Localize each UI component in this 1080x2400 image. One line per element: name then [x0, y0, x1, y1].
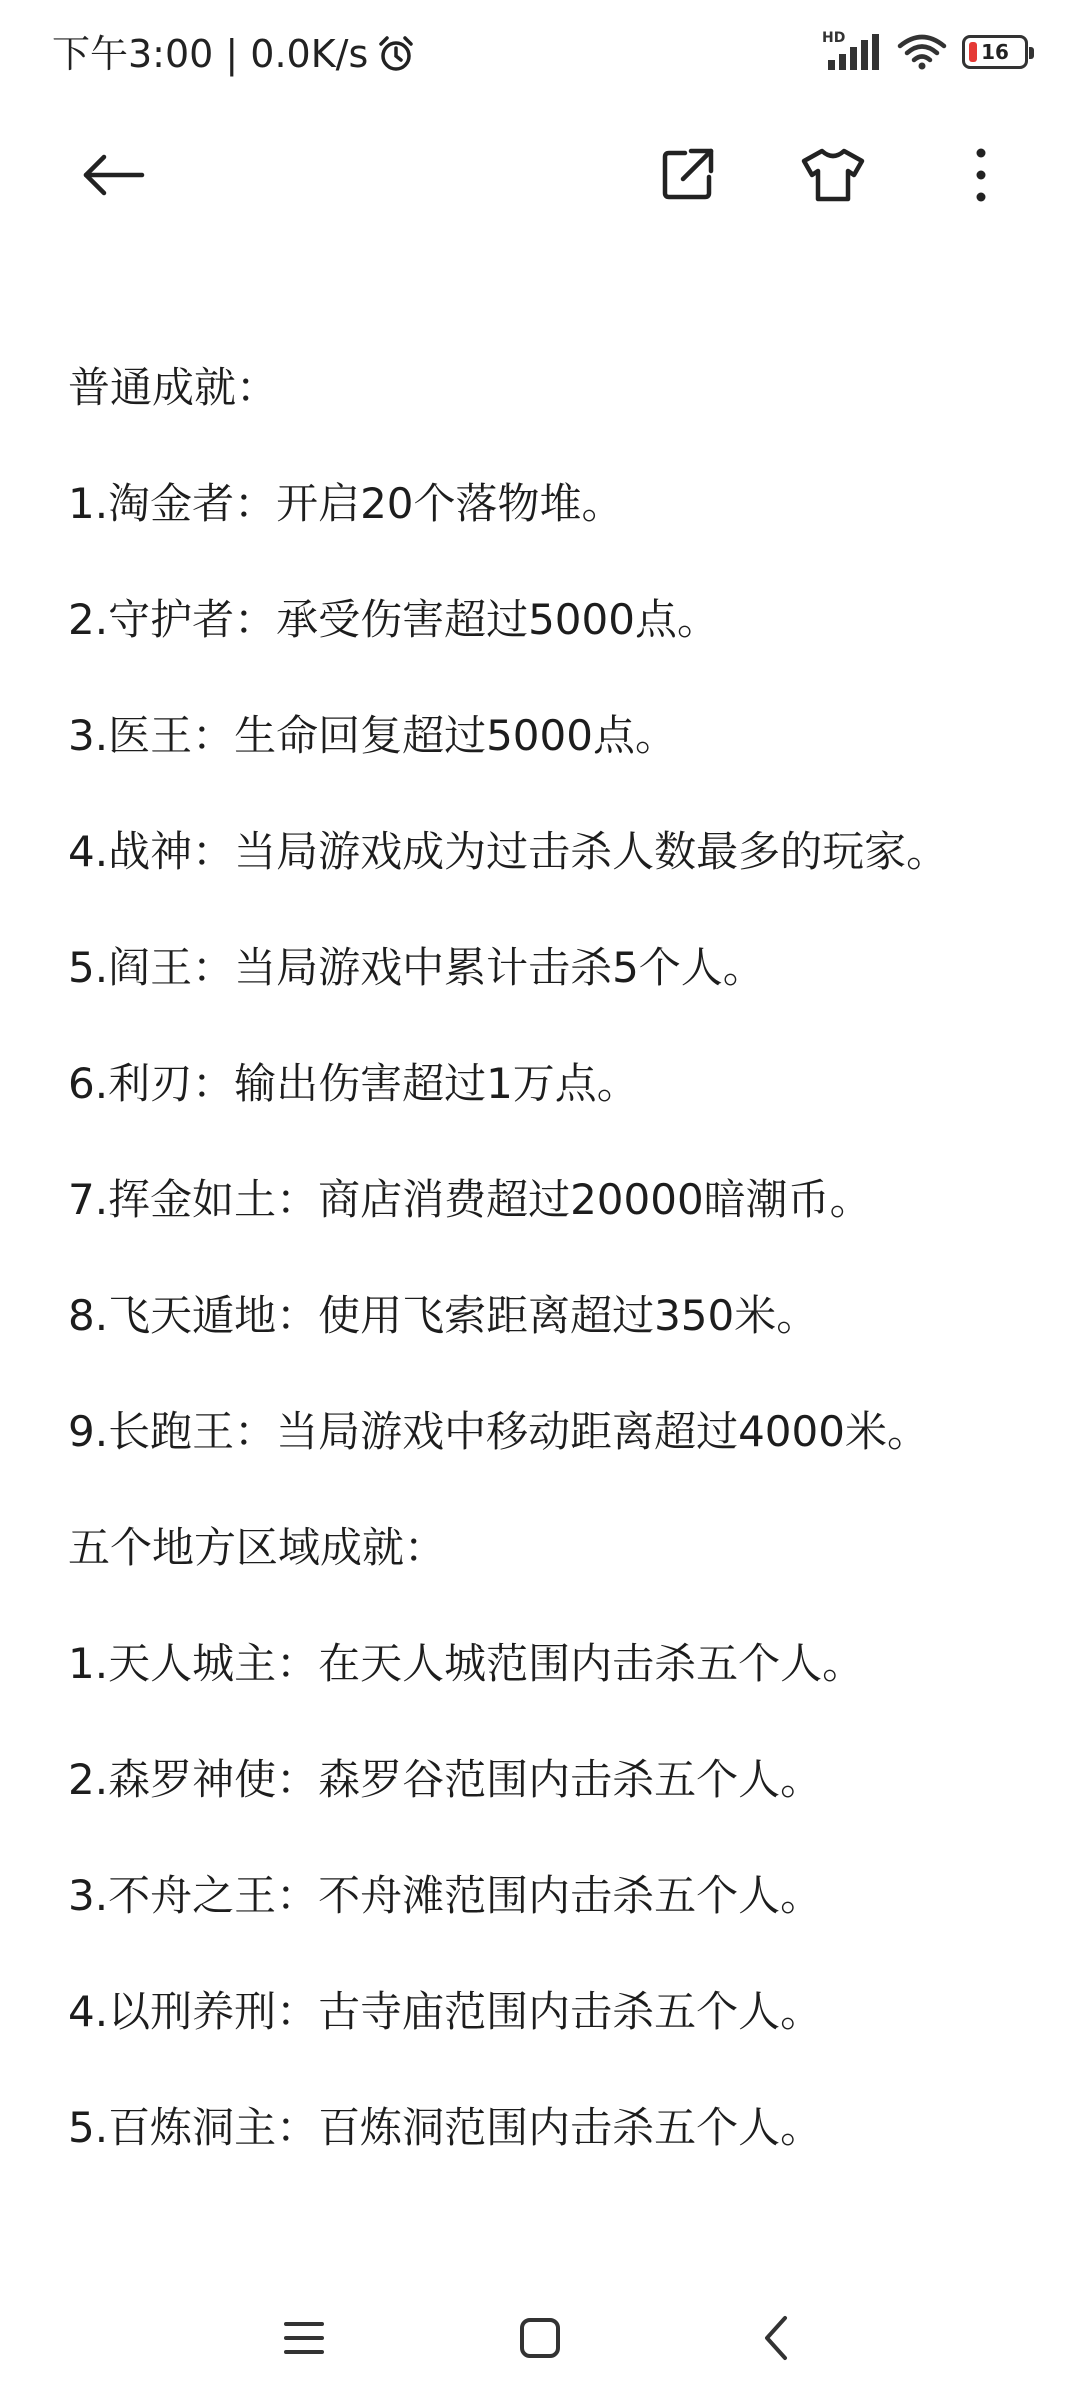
- note-line: 2.森罗神使：森罗谷范围内击杀五个人。: [68, 1755, 823, 1804]
- home-icon: [518, 2316, 562, 2360]
- note-line: 9.长跑王：当局游戏中移动距离超过4000米。: [68, 1407, 929, 1456]
- battery-fill: [969, 42, 977, 62]
- alarm-icon: [376, 34, 416, 74]
- note-line: 5.百炼洞主：百炼洞范围内击杀五个人。: [68, 2103, 823, 2152]
- note-line: 7.挥金如土：商店消费超过20000暗潮币。: [68, 1175, 872, 1224]
- more-button[interactable]: [926, 120, 1036, 230]
- section-heading-regions: 五个地方区域成就：: [68, 1523, 447, 1572]
- signal-icon: [822, 32, 882, 72]
- navigation-bar: [0, 2280, 1080, 2400]
- note-content[interactable]: [68, 360, 1028, 2216]
- status-right: [822, 32, 1028, 72]
- toolbar: [0, 120, 1080, 230]
- note-line: 1.天人城主：在天人城范围内击杀五个人。: [68, 1639, 865, 1688]
- recents-button[interactable]: [254, 2298, 354, 2378]
- share-icon: [657, 145, 717, 205]
- share-button[interactable]: [632, 120, 742, 230]
- section-heading-common: 普通成就：: [68, 363, 279, 412]
- note-line: 4.战神：当局游戏成为过击杀人数最多的玩家。: [68, 827, 949, 876]
- note-line: 3.不舟之王：不舟滩范围内击杀五个人。: [68, 1871, 823, 1920]
- more-vertical-icon: [971, 145, 991, 205]
- battery-icon: [962, 35, 1028, 69]
- note-line: 6.利刃：输出伤害超过1万点。: [68, 1059, 639, 1108]
- note-line: 3.医王：生命回复超过5000点。: [68, 711, 677, 760]
- menu-icon: [282, 2318, 326, 2358]
- back-button[interactable]: [58, 120, 168, 230]
- status-time-speed: 下午3:00 | 0.0K/s: [52, 32, 369, 76]
- signal-hd-label: HD: [822, 30, 846, 46]
- note-line: 8.飞天遁地：使用飞索距离超过350米。: [68, 1291, 819, 1340]
- back-arrow-icon: [78, 150, 148, 200]
- note-line: 5.阎王：当局游戏中累计击杀5个人。: [68, 943, 765, 992]
- status-bar: [0, 0, 1080, 108]
- note-line: 2.守护者：承受伤害超过5000点。: [68, 595, 719, 644]
- back-icon: [759, 2314, 793, 2362]
- note-line: 4.以刑养刑：古寺庙范围内击杀五个人。: [68, 1987, 823, 2036]
- system-back-button[interactable]: [726, 2298, 826, 2378]
- theme-button[interactable]: [778, 120, 888, 230]
- wifi-icon: [896, 32, 948, 72]
- tshirt-icon: [800, 145, 866, 205]
- home-button[interactable]: [490, 2298, 590, 2378]
- status-left: [52, 30, 416, 78]
- note-line: 1.淘金者：开启20个落物堆。: [68, 479, 624, 528]
- battery-level: 16: [981, 40, 1009, 64]
